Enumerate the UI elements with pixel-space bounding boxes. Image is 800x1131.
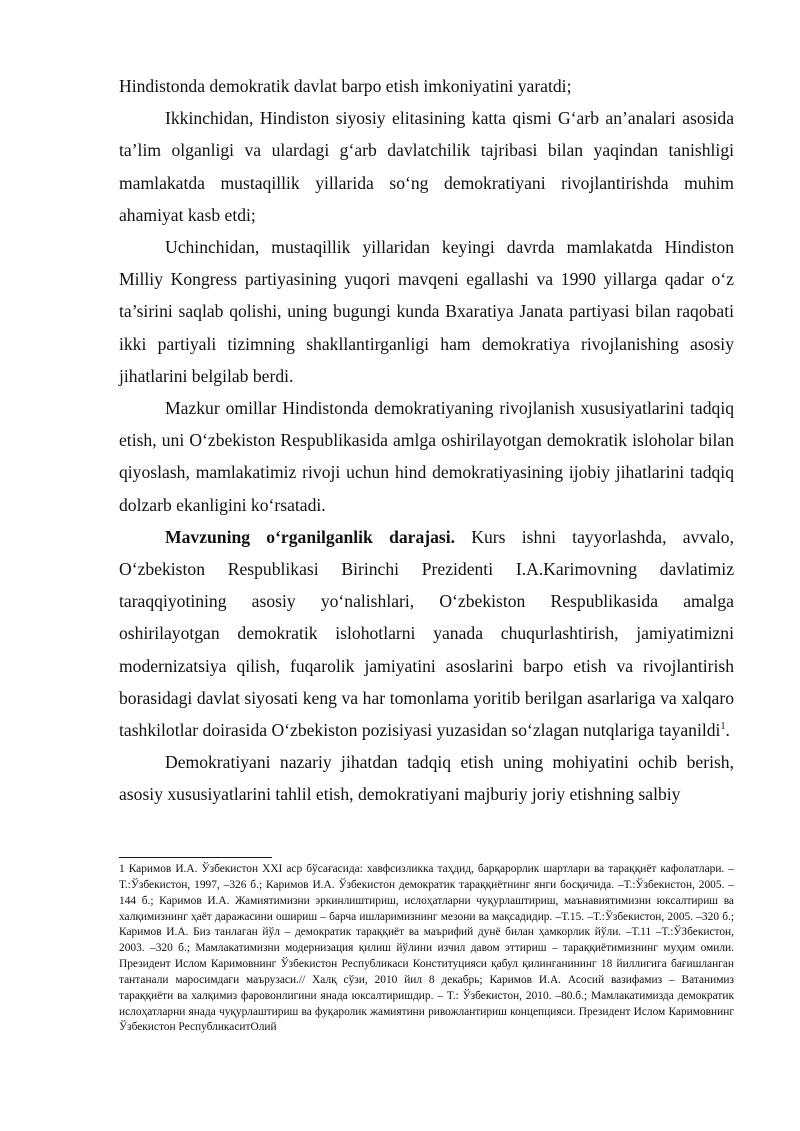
document-page [119, 70, 734, 811]
paragraph-secondly: Ikkinchidan, Hindiston siyosiy elitasining katta qismi G‘arb an’analari asosida ta’lim olganligi va ulardagi g‘arb davlatchilik tajribasi bilan yaqindan tanishligi mamlakatda mustaqillik yillarida so‘ng demokratiyani rivojlantirishda muhim ahamiyat kasb etdi; [119, 108, 734, 225]
paragraph-factors: Mazkur omillar Hindistonda demokratiyaning rivojlanish xususiyatlarini tadqiq etish, uni O‘zbekiston Respublikasida amlga oshirilayotgan demokratik isloholar bilan qiyoslash, mamlakatimiz rivoji uchun hind demokratiyasining ijobiy jihatlarini tadqiq dolzarb ekanligini ko‘rsatadi. [119, 398, 734, 515]
footnote-divider [119, 857, 272, 858]
footnote-reference[interactable]: 1 [720, 721, 726, 733]
paragraph-literature-review [119, 521, 734, 746]
footnote-text: 1 Каримов И.А. Ўзбекистон XXI аср бўсағасида: хавфсизликка таҳдид, барқарорлик шартлари ва тараққиёт кафолатлари. –Т.:Ўзбекистон, 1997, –326 б.; Каримов И.А. Ўзбекистон демократик тараққиётнинг янги босқичида. –Т.:Ўзбекистон, 2005. –144 б.; Каримов И.А. Жамиятимизни эркинлиштириш, ислоҳатларни чуқурлаштириш, маънавиятимизни юксалтириш ва халқимизнинг ҳаёт даражасини ошириш – барча ишларимизнинг мезони ва мақсадидир. –Т.15. –Т.:Ўзбекистон, 2005. –320 б.; Каримов И.А. Биз танлаган йўл – демократик тараққиёт ва маърифий дунё билан ҳамкорлик йўли. –Т.11 –Т.:ЎЗбекистон, 2003. –320 б.; Мамлакатимизни модернизация қилиш йўлини изчил давом эттириш – тараққиётимизнинг муҳим омили. Президент Ислом Каримовнинг Ўзбекистон Республикаси Конституцияси қабул қилинганининг 18 йиллигига бағишланган тантанали маросимдаги маърузаси.// Халқ сўзи, 2010 йил 8 декабрь; Каримов И.А. Асосий вазифамиз – Ватанимиз тараққиёти ва халқимиз фаровонлигини янада юксалтиришдир. – Т.: Ўзбекистон, 2010. –80.б.; Мамлакатимизда демократик ислоҳатларни янада чуқурлаштириш ва фуқаролик жамиятини ривожлантириш концепцияси. Президент Ислом Каримовнинг Ўзбекистон РеспубликаситОлий [119, 863, 734, 1034]
paragraph-thirdly: Uchinchidan, mustaqillik yillaridan keyingi davrda mamlakatda Hindiston Milliy Kongress partiyasining yuqori mavqeni egallashi va 1990 yillarga qadar o‘z ta’sirini saqlab qolishi, uning bugungi kunda Bxaratiya Janata partiyasi bilan raqobati ikki partiyali tizimning shakllantirganligi ham demokratiya rivojlanishing asosiy jihatlarini belgilab berdi. [119, 237, 734, 386]
literature-text: Kurs ishni tayyorlashda, avvalo, O‘zbekiston Respublikasi Birinchi Prezidenti I.A.Karimovning davlatimiz taraqqiyotining asosiy yo‘nalishlari, O‘zbekiston Respublikasida amalga oshirilayotgan demokratik islohotlarni yanada chuqurlashtirish, jamiyatimizni modernizatsiya qilish, fuqarolik jamiyatini asoslarini barpo etish va rivojlantirish borasidagi davlat siyosati keng va har tomonlama yoritib berilgan asarlariga va xalqaro tashkilotlar doirasida O‘zbekiston pozisiyasi yuzasidan so‘zlagan nutqlariga tayanildi [119, 526, 735, 741]
paragraph-continuation: Hindistonda demokratik davlat barpo etish imkoniyatini yaratdi; [119, 76, 572, 96]
paragraph-democracy-theory: Demokratiyani nazariy jihatdan tadqiq etish uning mohiyatini ochib berish, asosiy xususiyatlarini tahlil etish, demokratiyani majburiy joriy etishning salbiy [119, 752, 734, 805]
literature-end: . [725, 720, 730, 741]
section-heading: Mavzuning o‘rganilganlik darajasi. [165, 526, 456, 547]
